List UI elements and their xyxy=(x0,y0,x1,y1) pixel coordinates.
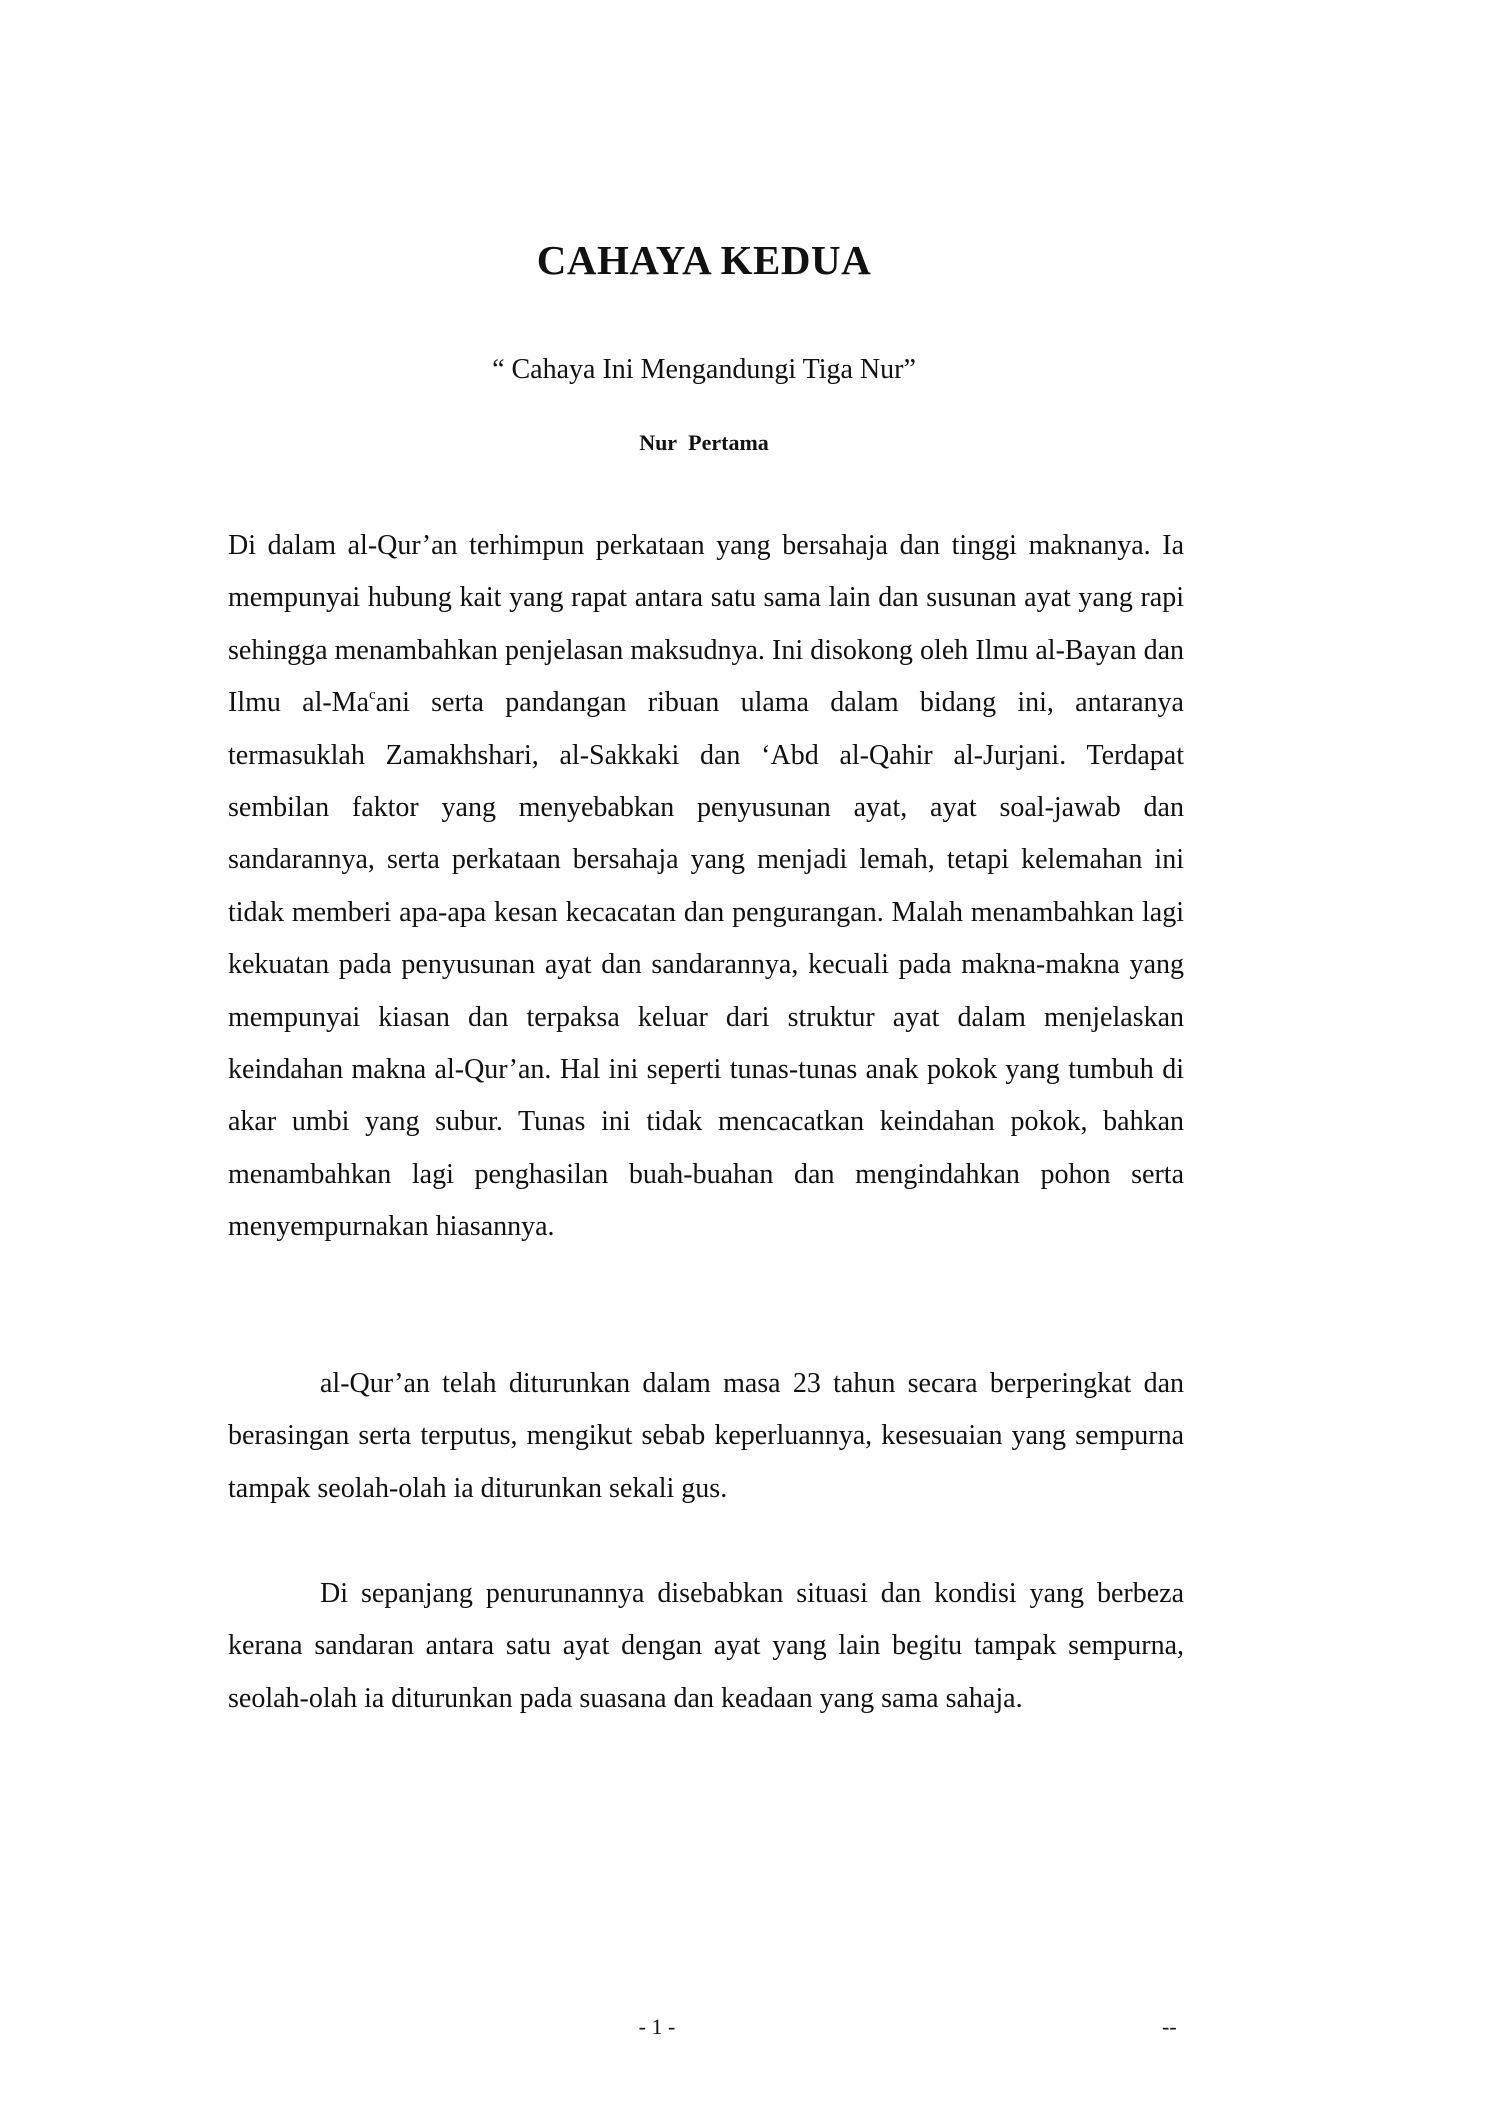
page-title: CAHAYA KEDUA xyxy=(536,237,872,283)
page-subtitle: “ Cahaya Ini Mengandungi Tiga Nur” xyxy=(492,354,916,385)
paragraph-1 xyxy=(228,520,1184,1254)
paragraph-3: Di sepanjang penurunannya disebabkan situasi dan kondisi yang berbeza kerana sandaran antara satu ayat dengan ayat yang lain begitu tampak sempurna, seolah-olah ia diturunkan pada suasana dan keadaan yang sama sahaja. xyxy=(228,1578,1184,1714)
section-heading: Nur Pertama xyxy=(639,430,769,455)
superscript-c: c xyxy=(369,687,376,704)
paragraph-1-text-b: ani serta pandangan ribuan ulama dalam bidang ini, antaranya termasuklah Zamakhshari, al-Sakkaki dan ‘Abd al-Qahir al-Jurjani. Terdapat sembilan faktor yang menyebabkan penyusunan ayat, ayat soal-jawab dan sandarannya, serta perkataan bersahaja yang menjadi lemah, tetapi kelemahan ini tidak memberi apa-apa kesan kecacatan dan pengurangan. Malah menambahkan lagi kekuatan pada penyusunan ayat dan sandarannya, kecuali pada makna-makna yang mempunyai kiasan dan terpaksa keluar dari struktur ayat dalam menjelaskan keindahan makna al-Qur’an. Hal ini seperti tunas-tunas anak pokok yang tumbuh di akar umbi yang subur. Tunas ini tidak mencacatkan keindahan pokok, bahkan menambahkan lagi penghasilan buah-buahan dan mengindahkan pohon serta menyempurnakan hiasannya. xyxy=(228,687,1184,1243)
paragraph-1-text-a: Di dalam al-Qur’an terhimpun perkataan yang bersahaja dan tinggi maknanya. Ia mempunyai hubung kait yang rapat antara satu sama lain dan susunan ayat yang rapi sehingga menambahkan penjelasan maksudnya. Ini disokong oleh Ilmu al-Bayan dan Ilmu al-Ma xyxy=(228,530,1184,719)
footer-mark: -- xyxy=(1162,2014,1177,2039)
paragraph-2: al-Qur’an telah diturunkan dalam masa 23 tahun secara berperingkat dan berasingan serta terputus, mengikut sebab keperluannya, kesesuaian yang sempurna tampak seolah-olah ia diturunkan sekali gus. xyxy=(228,1368,1184,1504)
page-number: - 1 - xyxy=(638,2014,676,2039)
